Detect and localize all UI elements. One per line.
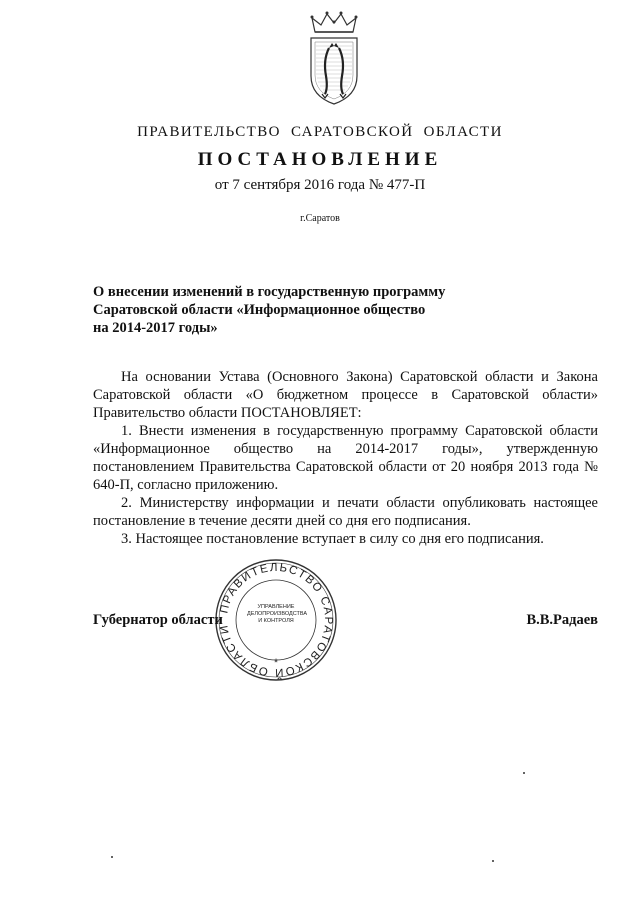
government-name: ПРАВИТЕЛЬСТВО САРАТОВСКОЙ ОБЛАСТИ bbox=[137, 124, 503, 140]
subject-line: О внесении изменений в государственную программу bbox=[93, 284, 446, 300]
document-type-title: ПОСТАНОВЛЕНИЕ bbox=[197, 149, 443, 170]
document-body bbox=[93, 368, 598, 548]
body-paragraph: 1. Внести изменения в государственную программу Саратовской области «Информационное общество на 2014-2017 годы», утвержденную постановлением Правительства Саратовской области от 20 ноября 2013 года № 640-П, согласно приложению. bbox=[93, 423, 598, 493]
body-paragraph: 3. Настоящее постановление вступает в силу со дня его подписания. bbox=[121, 531, 544, 547]
stamp-star: * bbox=[273, 657, 279, 669]
signatory-name: В.В.Радаев bbox=[526, 612, 598, 628]
official-stamp bbox=[214, 558, 338, 682]
stamp-inner-text bbox=[247, 604, 308, 625]
scan-speck bbox=[111, 856, 113, 858]
signatory-title: Губернатор области bbox=[93, 612, 223, 628]
subject-line: на 2014-2017 годы» bbox=[93, 320, 218, 336]
stamp-inner-line: УПРАВЛЕНИЕ bbox=[257, 604, 295, 610]
saratov-coat-of-arms-icon bbox=[303, 10, 365, 106]
document-date-number: от 7 сентября 2016 года № 477-П bbox=[214, 177, 426, 193]
body-paragraph: 2. Министерству информации и печати области опубликовать настоящее постановление в течение десяти дней со дня его подписания. bbox=[93, 495, 598, 529]
subject-line: Саратовской области «Информационное общество bbox=[93, 302, 426, 318]
body-paragraph: На основании Устава (Основного Закона) Саратовской области и Закона Саратовской области «О бюджетном процессе в Саратовской области» Правительство области ПОСТАНОВЛЯЕТ: bbox=[93, 369, 598, 421]
stamp-ring-text: ПРАВИТЕЛЬСТВО САРАТОВСКОЙ ОБЛАСТИ bbox=[218, 561, 335, 679]
scan-speck bbox=[523, 772, 525, 774]
stamp-inner-line: ДЕЛОПРОИЗВОДСТВА bbox=[247, 611, 308, 617]
stamp-inner-line: И КОНТРОЛЯ bbox=[258, 618, 294, 624]
document-city: г.Саратов bbox=[300, 213, 340, 224]
document-subject bbox=[93, 283, 493, 337]
scan-speck bbox=[492, 860, 494, 862]
